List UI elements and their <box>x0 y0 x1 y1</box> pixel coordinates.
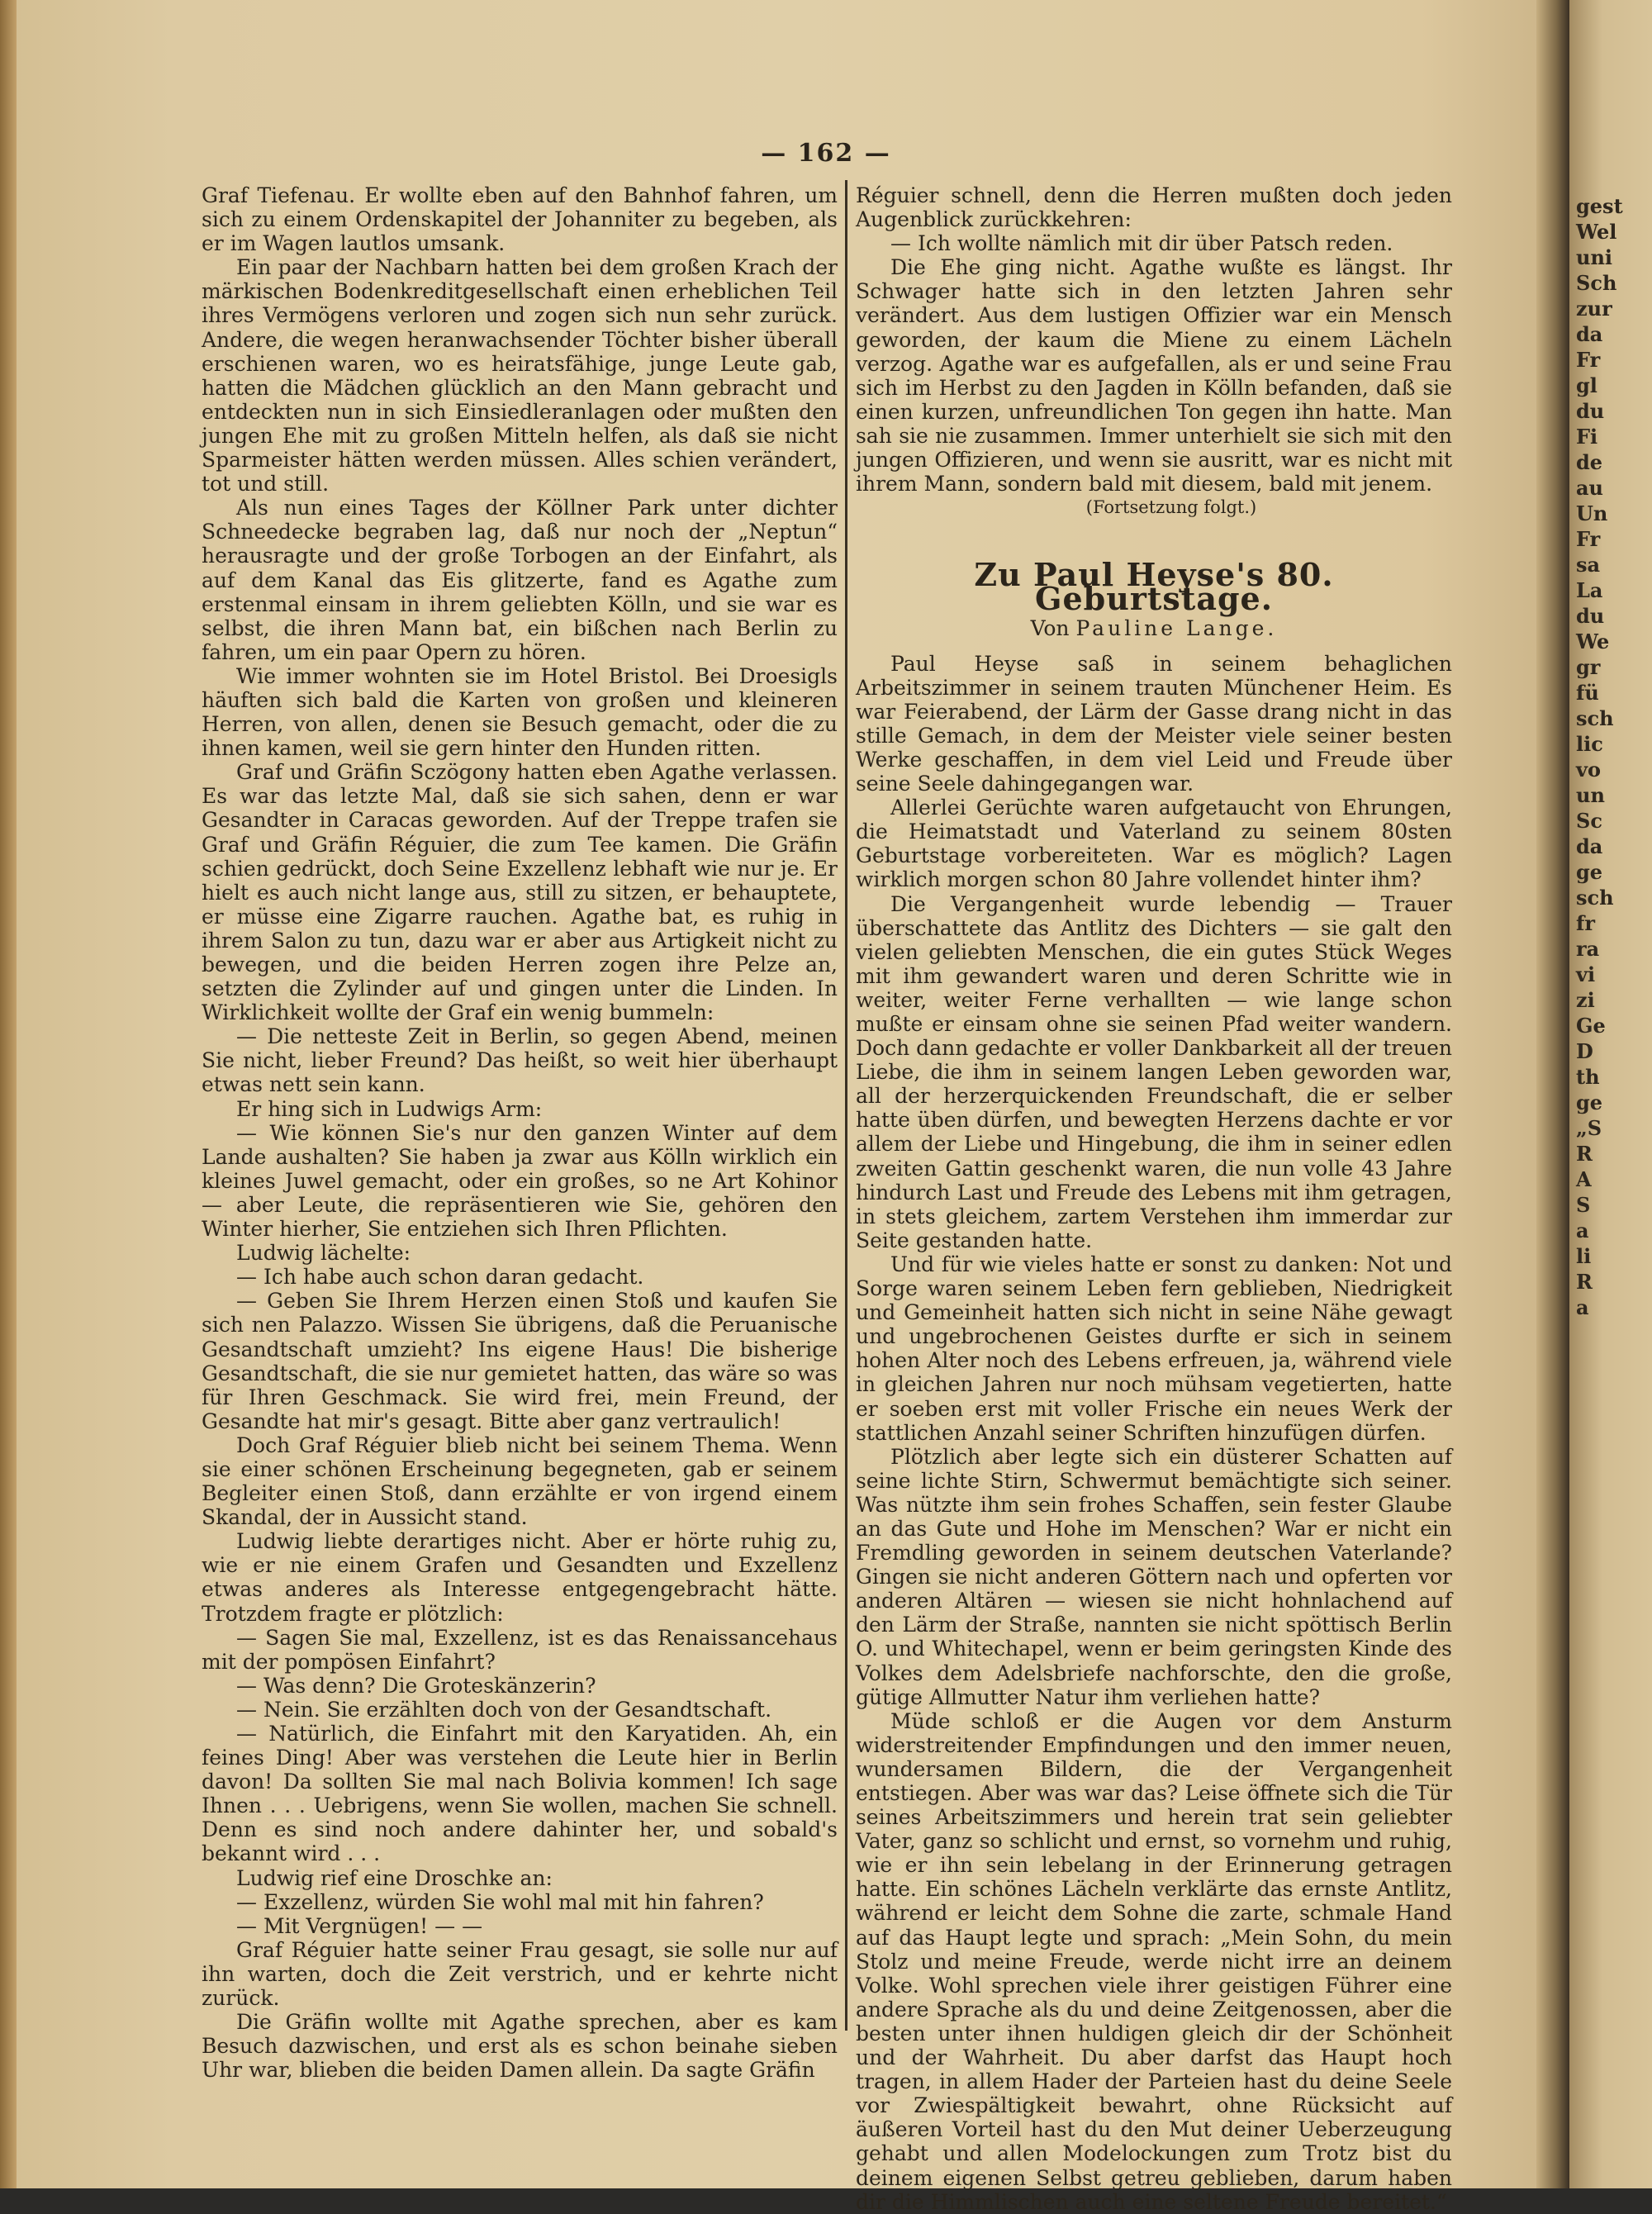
facing-page-fragment: sch <box>1576 886 1614 910</box>
facing-page-fragment: S <box>1576 1193 1591 1217</box>
facing-page-fragment: a <box>1576 1295 1589 1319</box>
facing-page-fragment: au <box>1576 476 1603 500</box>
facing-page-fragment: We <box>1576 630 1610 653</box>
facing-page-fragment: da <box>1576 322 1603 346</box>
facing-page-fragment: zur <box>1576 297 1612 321</box>
facing-page-fragment: Fi <box>1576 425 1598 449</box>
paragraph: Und für wie vieles hatte er sonst zu danken: Not und Sorge waren seinem Leben fern geblieben, Niedrigkeit und Gemeinheit hatten sich nicht in seine Nähe gewagt und ungebrochenen Geistes durfte er sich in seinem hohen Alter noch des Lebens erfreuen, ja, während viele in gleichen Jahren nur noch mühsam vegetierten, hatte er soeben erst mit voller Frische ein neues Werk der stattlichen Anzahl seiner Schriften hinzufügen dürfen. <box>856 1252 1452 1445</box>
paragraph: Ludwig rief eine Droschke an: <box>236 1865 553 1890</box>
facing-page-fragment: ge <box>1576 1090 1603 1114</box>
facing-page-fragment: sa <box>1576 553 1601 577</box>
facing-page-fragment: ge <box>1576 860 1603 884</box>
facing-page-fragment: vi <box>1576 962 1596 986</box>
facing-page-fragment: Wel <box>1576 220 1617 244</box>
facing-page-fragment: R <box>1576 1270 1593 1294</box>
paragraph: — Ich wollte nämlich mit dir über Patsch reden. <box>890 231 1393 256</box>
facing-page-fragment: th <box>1576 1065 1600 1089</box>
paragraph: Allerlei Gerüchte waren aufgetaucht von Ehrungen, die Heimatstadt und Vaterland zu seinem 80sten Geburtstage vorbereiteten. War es möglich? Lagen wirklich morgen schon 80 Jahre vollendet hinter ihm? <box>856 796 1452 892</box>
facing-page-fragment: Ge <box>1576 1014 1606 1038</box>
facing-page-fragment: zi <box>1576 988 1595 1012</box>
facing-page-fragment: lic <box>1576 732 1603 756</box>
paragraph: — Exzellenz, würden Sie wohl mal mit hin fahren? <box>236 1889 764 1914</box>
right-column <box>856 183 1452 2214</box>
facing-page-fragment: li <box>1576 1244 1592 1268</box>
facing-page-fragment: Sch <box>1576 271 1617 295</box>
facing-page-fragment: fr <box>1576 911 1595 935</box>
continued-note: (Fortsetzung folgt.) <box>1085 497 1257 518</box>
facing-page-fragment: A <box>1576 1167 1592 1191</box>
column-rule <box>845 180 847 2031</box>
facing-page-fragment: uni <box>1576 245 1613 269</box>
article-title: Zu Paul Heyse's 80. Geburtstage. <box>974 556 1334 618</box>
paragraph: — Mit Vergnügen! — — <box>236 1913 483 1938</box>
facing-page-fragment: fü <box>1576 681 1599 705</box>
author-name: Pauline Lange. <box>1075 615 1278 640</box>
facing-page-fragment: da <box>1576 834 1603 858</box>
facing-page-edge <box>1569 0 1652 2188</box>
paragraph: Graf und Gräfin Sczögony hatten eben Agathe verlassen. Es war das letzte Mal, daß sie sich sahen, denn er war Gesandter in Caracas geworden. Auf der Treppe trafen sie Graf und Gräfin Réguier, die zum Tee kamen. Die Gräfin schien gedrückt, doch Seine Exzellenz lebhaft wie nur je. Er hielt es auch nicht lange aus, still zu sitzen, er behauptete, er müsse eine Zigarre rauchen. Agathe bat, es ruhig in ihrem Salon zu tun, dazu war er aber aus Artigkeit nicht zu bewegen, und die beiden Herren zogen ihre Pelze an, setzten die Zylinder auf und gingen unter die Linden. In Wirklichkeit wollte der Graf ein wenig bummeln: <box>202 760 838 1025</box>
facing-page-fragment: Fr <box>1576 527 1601 551</box>
paragraph: Müde schloß er die Augen vor dem Ansturm widerstreitender Empfindungen und den immer neuen, wundersamen Bildern, die der Vergangenheit entstiegen. Aber was war das? Leise öffnete sich die Tür seines Arbeitszimmers und herein trat sein geliebter Vater, ganz so schlicht und ernst, so vornehm und ruhig, wie er ihn sein lebelang in der Erinnerung getragen hatte. Ein schönes Lächeln verklärte das ernste Antlitz, während er leicht dem Sohne die zarte, schmale Hand auf das Haupt legte und sprach: „Mein Sohn, du mein Stolz und meine Freude, werde nicht irre an deinem Volke. Wohl sprechen viele ihrer geistigen Führer eine andere Sprache als du und deine Zeitgenossen, aber die besten unter ihnen huldigen gleich dir der Schönheit und der Wahrheit. Du aber darfst das Haupt hoch tragen, in allem Hader der Parteien hast du deine Seele vor Zwiespältigkeit bewahrt, ohne Rücksicht auf äußeren Vorteil hast du den Mut deiner Ueberzeugung gehabt und allen Modelockungen zum Trotz bist du deinem eigenen Selbst getreu geblieben, darum haben dir die Himmlischen auch eine seltene Freude bereitet.“ <box>856 1708 1452 2214</box>
facing-page-fragment: un <box>1576 783 1605 807</box>
facing-page-fragment: „S <box>1576 1116 1602 1140</box>
book-edge-left <box>0 0 17 2188</box>
byline-prefix: Von <box>1030 615 1070 640</box>
book-gutter <box>1536 0 1569 2188</box>
paragraph: Als nun eines Tages der Köllner Park unter dichter Schneedecke begraben lag, daß nur noch der „Neptun“ herausragte und der große Torbogen an der Einfahrt, als auf dem Kanal das Eis glitzerte, fand es Agathe zum erstenmal einsam in ihrem geliebten Kölln, und sie war es selbst, die ihren Mann bat, ein bißchen nach Berlin zu fahren, um ein paar Opern zu hören. <box>202 496 838 664</box>
page-number: — 162 — <box>761 139 891 168</box>
facing-page-fragment: Sc <box>1576 809 1602 833</box>
paragraph: Réguier schnell, denn die Herren mußten doch jeden Augenblick zurückkehren: <box>856 183 1452 232</box>
facing-page-fragment: ra <box>1576 937 1600 961</box>
facing-page-fragment: Fr <box>1576 348 1601 372</box>
paragraph: Paul Heyse saß in seinem behaglichen Arbeitszimmer in seinem trauten Münchener Heim. Es war Feierabend, der Lärm der Gasse drang nicht in das stille Gemach, in dem der Meister viele seiner besten Werke geschaffen, in dem viel Leid und Freude über seine Seele dahingegangen war. <box>856 651 1452 796</box>
paragraph: — Was denn? Die Groteskänzerin? <box>236 1673 596 1698</box>
show-through-stain <box>975 79 1355 187</box>
paragraph: — Geben Sie Ihrem Herzen einen Stoß und kaufen Sie sich nen Palazzo. Wissen Sie übrigens, daß die Peruanische Gesandtschaft umzieht? Ins eigene Haus! Die bisherige Gesandtschaft, die sie nur gemietet hatten, das wäre so was für Ihren Geschmack. Sie wird frei, mein Freund, der Gesandte hat mir's gesagt. Bitte aber ganz vertraulich! <box>202 1289 838 1433</box>
facing-page-fragment: gest <box>1576 194 1623 218</box>
paragraph: Doch Graf Réguier blieb nicht bei seinem Thema. Wenn sie einer schönen Erscheinung begegneten, gab er seinem Begleiter einen Stoß, dann erzählte er von irgend einem Skandal, der in Aussicht stand. <box>202 1432 838 1530</box>
novel-continuation <box>856 183 1452 496</box>
paragraph: Die Ehe ging nicht. Agathe wußte es längst. Ihr Schwager hatte sich in den letzten Jahren sehr verändert. Aus dem lustigen Offizier war ein Mensch geworden, der kaum die Miene zu einem Lächeln verzog. Agathe war es aufgefallen, als er und seine Frau sich im Herbst zu den Jagden in Kölln befanden, daß sie einen kurzen, unfreundlichen Ton gegen ihn hatte. Man sah sie nie zusammen. Immer unterhielt sie sich mit den jungen Offizieren, und wenn sie ausritt, war es nicht mit ihrem Mann, sondern bald mit diesem, bald mit jenem. <box>856 255 1452 496</box>
facing-page-fragment: D <box>1576 1039 1593 1063</box>
facing-page-fragment: du <box>1576 604 1605 628</box>
facing-page-fragment: a <box>1576 1219 1589 1242</box>
facing-page-fragment: de <box>1576 450 1603 474</box>
paragraph: Er hing sich in Ludwigs Arm: <box>236 1096 543 1121</box>
paragraph: — Sagen Sie mal, Exzellenz, ist es das Renaissancehaus mit der pompösen Einfahrt? <box>202 1625 838 1674</box>
facing-page-fragment: R <box>1576 1142 1593 1166</box>
facing-page-fragment: gr <box>1576 655 1601 679</box>
paragraph: Plötzlich aber legte sich ein düsterer Schatten auf seine lichte Stirn, Schwermut bemächtigte sich seiner. Was nützte ihm sein frohes Schaffen, sein fester Glaube an das Gute und Hohe im Menschen? War er nicht ein Fremdling geworden in seinem deutschen Vaterlande? Gingen sie nicht anderen Göttern nach und opferten vor anderen Altären — wiesen sie nicht hohnlachend auf den Lärm der Straße, nannten sie nicht spöttisch Berlin O. und Whitechapel, wenn er beim geringsten Kinde des Volkes dem Adelsbriefe nachforschte, den die große, gütige Allmutter Natur ihm verliehen hatte? <box>856 1444 1452 1709</box>
paragraph: Ein paar der Nachbarn hatten bei dem großen Krach der märkischen Bodenkreditgesellschaft einen erheblichen Teil ihres Vermögens verloren und zogen sich nun sehr zurück. Andere, die wegen heranwachsender Töchter bisher überall erschienen waren, wo es heiratsfähige, junge Leute gab, hatten die Mädchen glücklich an den Mann gebracht und entdeckten nun in sich Einsiedleranlagen oder mußten den jungen Ehe mit zu großen Mitteln helfen, als daß sie nicht Sparmeister hätten werden müssen. Alles schien verändert, tot und still. <box>202 255 838 496</box>
paragraph: — Die netteste Zeit in Berlin, so gegen Abend, meinen Sie nicht, lieber Freund? Das heißt, so weit hier überhaupt etwas nett sein kann. <box>202 1024 838 1097</box>
paragraph: — Ich habe auch schon daran gedacht. <box>236 1265 644 1290</box>
paragraph: Die Gräfin wollte mit Agathe sprechen, aber es kam Besuch dazwischen, und erst als es schon beinahe sieben Uhr war, blieben die beiden Damen allein. Da sagte Gräfin <box>202 2010 838 2083</box>
paragraph: Ludwig liebte derartiges nicht. Aber er hörte ruhig zu, wie er nie einem Grafen und Gesandten und Exzellenz etwas anderes als Interesse entgegengebracht hätte. Trotzdem fragte er plötzlich: <box>202 1529 838 1626</box>
article-body <box>856 652 1452 2214</box>
facing-page-fragment: La <box>1576 578 1603 602</box>
facing-page-fragment: du <box>1576 399 1605 423</box>
facing-page-fragment: vo <box>1576 758 1601 782</box>
facing-page-fragment: Un <box>1576 501 1608 525</box>
paragraph: — Nein. Sie erzählten doch von der Gesandtschaft. <box>236 1697 772 1722</box>
facing-page-fragment: sch <box>1576 706 1614 730</box>
left-column <box>202 183 838 2082</box>
paragraph: Wie immer wohnten sie im Hotel Bristol. Bei Droesigls häuften sich bald die Karten von großen und kleineren Herren, von allen, denen sie Besuch gemacht, oder die zu ihnen kamen, weil sie gern hinter den Hunden ritten. <box>202 663 838 761</box>
paragraph: Ludwig lächelte: <box>236 1241 411 1266</box>
facing-page-fragment: gl <box>1576 373 1597 397</box>
paragraph: Graf Tiefenau. Er wollte eben auf den Bahnhof fahren, um sich zu einem Ordenskapitel der Johanniter zu begeben, als er im Wagen lautlos umsank. <box>202 183 838 256</box>
paragraph: Graf Réguier hatte seiner Frau gesagt, sie solle nur auf ihn warten, doch die Zeit verstrich, und er kehrte nicht zurück. <box>202 1937 838 2011</box>
paragraph: — Wie können Sie's nur den ganzen Winter auf dem Lande aushalten? Sie haben ja zwar aus Kölln wirklich ein kleines Juwel gemacht, oder ein großes, so ne Art Kohinor — aber Leute, die repräsentieren wie Sie, gehören den Winter hierher, Sie entziehen sich Ihren Pflichten. <box>202 1120 838 1242</box>
paragraph: Die Vergangenheit wurde lebendig — Trauer überschattete das Antlitz des Dichters — sie galt den vielen geliebten Menschen, die ein gutes Stück Weges mit ihm gewandert waren und deren Schritte wie in weiter, weiter Ferne verhallten — wie lange schon mußte er einsam ohne sie seinen Pfad weiter wandern. Doch dann gedachte er voller Dankbarkeit all der treuen Liebe, die ihm in seinem langen Leben geworden war, all der herzerquickenden Freundschaft, die er selber hatte üben dürfen, und bewegten Herzens dachte er vor allem der Liebe und Hingebung, die ihm in seiner edlen zweiten Gattin geschenkt waren, die nun volle 43 Jahre hindurch Last und Freude des Lebens mit ihm getragen, in stets gleichem, zartem Verstehen ihm immerdar zur Seite gestanden hatte. <box>856 891 1452 1252</box>
byline <box>856 616 1452 640</box>
paragraph: — Natürlich, die Einfahrt mit den Karyatiden. Ah, ein feines Ding! Aber was verstehen die Leute hier in Berlin davon! Da sollten Sie mal nach Bolivia kommen! Ich sage Ihnen . . . Uebrigens, wenn Sie wollen, machen Sie schnell. Denn es sind noch andere dahinter her, und sobald's bekannt wird . . . <box>202 1722 838 1866</box>
